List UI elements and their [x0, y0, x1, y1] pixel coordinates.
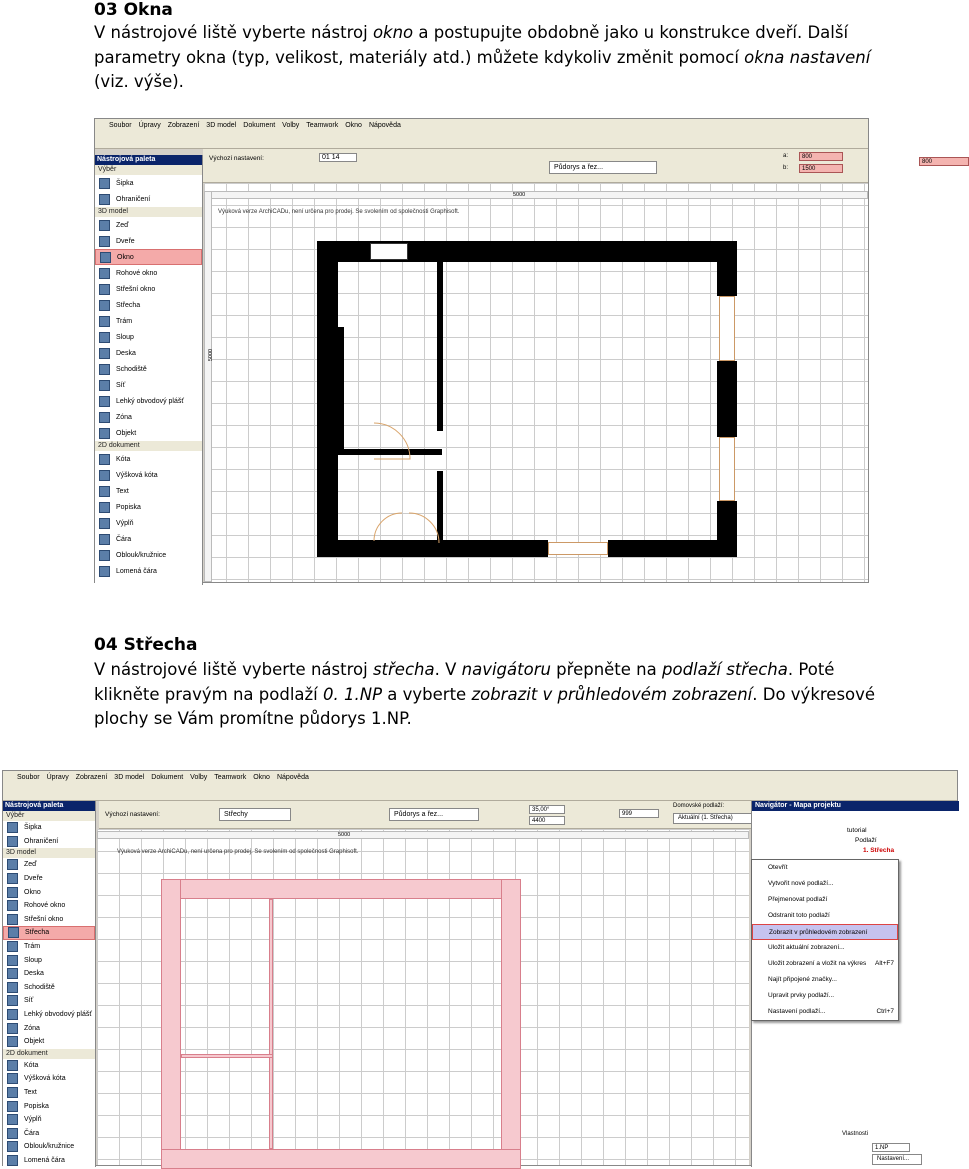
tool-icon: [7, 887, 18, 898]
a-label: a:: [783, 153, 789, 159]
tool-icon: [99, 486, 110, 497]
tool-icon: [99, 316, 110, 327]
home-floor-label: Domovské podlaží:: [673, 803, 725, 809]
tool-icon: [7, 822, 18, 833]
section-paragraph-okna: V nástrojové liště vyberte nástroj okno a postupujte obdobně jako u konstrukce dveří. Další parametry okna (typ, velikost, materiály atd.) můžete kdykoliv změnit pomocí okna nastavení (viz. výše).: [94, 23, 871, 91]
menu-item[interactable]: Volby: [190, 773, 208, 781]
menu-bar-2: [3, 771, 957, 783]
tool-label: Ohraničení: [24, 837, 59, 845]
wall-right-3: [717, 501, 737, 557]
tool-icon: [99, 178, 110, 189]
tool-icon: [99, 284, 110, 295]
tool-item[interactable]: [95, 175, 202, 191]
tool-label: Šipka: [116, 179, 134, 187]
menu-item[interactable]: 3D model: [206, 121, 237, 129]
standard-toolbar-2: [3, 783, 957, 801]
id-field[interactable]: 01 14: [319, 153, 357, 162]
tool-icon: [7, 995, 18, 1006]
wall-inner-vertical: [437, 241, 443, 431]
tool-icon: [7, 1060, 18, 1071]
context-menu-label: Nastavení podlaží...: [768, 1008, 826, 1015]
tool-icon: [99, 502, 110, 513]
menu-item[interactable]: Dokument: [151, 773, 184, 781]
thickness-field[interactable]: 999: [619, 809, 659, 818]
context-menu-shortcut: Ctrl+7: [876, 1008, 894, 1015]
tool-icon: [99, 428, 110, 439]
tool-item[interactable]: [95, 361, 202, 377]
window-selected[interactable]: [370, 243, 408, 260]
a-field[interactable]: 800: [799, 152, 843, 161]
tool-icon: [7, 982, 18, 993]
info-box-2: [99, 801, 827, 829]
extra-field[interactable]: 800: [919, 157, 969, 166]
menu-item[interactable]: Nápověda: [276, 773, 309, 781]
tool-label: Trám: [116, 317, 133, 325]
default-settings-label-2: Výchozí nastavení:: [105, 811, 160, 818]
tool-icon: [7, 1101, 18, 1112]
palette-group[interactable]: 2D dokument: [95, 441, 202, 451]
tool-label: Zóna: [24, 1024, 40, 1032]
tool-icon: [7, 1141, 18, 1152]
tool-label: Oblouk/kružnice: [116, 551, 167, 559]
tool-item[interactable]: [3, 1140, 95, 1154]
tool-icon: [7, 873, 18, 884]
angle-field[interactable]: 35,00°: [529, 805, 565, 814]
section-paragraph-strecha: V nástrojové liště vyberte nástroj střecha. V navigátoru přepněte na podlaží střecha. Poté klikněte pravým na podlaží 0. 1.NP a vyberte zobrazit v průhledovém zobrazení. Do výkresové plochy se Vám promítne půdorys 1.NP.: [94, 660, 876, 728]
tool-icon: [99, 348, 110, 359]
tool-icon: [99, 380, 110, 391]
ghost-wall-left: [161, 879, 181, 1169]
tool-item[interactable]: [95, 377, 202, 393]
archicad-screenshot-window: [94, 118, 933, 583]
tool-item[interactable]: [95, 483, 202, 499]
tool-label: Popiska: [116, 503, 141, 511]
tool-item[interactable]: [95, 393, 202, 409]
tool-item[interactable]: [95, 265, 202, 281]
tool-icon: [7, 836, 18, 847]
tool-item[interactable]: [3, 953, 95, 967]
vertical-ruler: 5000: [204, 191, 212, 582]
tool-icon: [99, 364, 110, 375]
tool-label: Lomená čára: [116, 567, 157, 575]
context-menu-item[interactable]: [752, 972, 898, 988]
palette-group[interactable]: 3D model: [95, 207, 202, 217]
tool-item[interactable]: [95, 425, 202, 441]
wall-right-1: [717, 241, 737, 296]
palette-group[interactable]: Výběr: [95, 165, 202, 175]
horizontal-ruler: 5000: [204, 191, 868, 199]
tool-icon: [99, 332, 110, 343]
tool-item[interactable]: [95, 345, 202, 361]
tool-item[interactable]: [95, 233, 202, 249]
context-menu-item[interactable]: [752, 988, 898, 1004]
menu-item[interactable]: Dokument: [243, 121, 276, 129]
tool-label: Text: [116, 487, 129, 495]
tool-label: Zeď: [24, 861, 37, 869]
tool-label: Rohové okno: [24, 902, 66, 910]
tool-item[interactable]: [95, 297, 202, 313]
menu-item[interactable]: Okno: [345, 121, 362, 129]
menu-item[interactable]: Soubor: [109, 121, 132, 129]
tool-item[interactable]: [3, 835, 95, 849]
tool-label: Zeď: [116, 221, 129, 229]
tool-item[interactable]: [3, 1126, 95, 1140]
context-menu-item[interactable]: [752, 956, 898, 972]
tool-label: Schodiště: [24, 983, 55, 991]
section-title-okna: 03 Okna: [94, 0, 173, 20]
menu-item[interactable]: Teamwork: [306, 121, 339, 129]
tool-item[interactable]: [95, 563, 202, 579]
window-bottom[interactable]: [548, 542, 608, 555]
height-field[interactable]: 4400: [529, 816, 565, 825]
tool-label: Dveře: [24, 875, 43, 883]
tool-icon: [99, 300, 110, 311]
context-menu-label: Odstranit toto podlaží: [768, 912, 830, 919]
tool-icon: [7, 859, 18, 870]
tool-label: Text: [24, 1088, 37, 1096]
tool-label: Síť: [24, 997, 34, 1005]
tool-item[interactable]: [95, 467, 202, 483]
tool-item[interactable]: [95, 281, 202, 297]
view-combo[interactable]: Půdorys a řez...: [549, 161, 657, 174]
tool-label: Popiska: [24, 1102, 49, 1110]
tool-item[interactable]: [3, 1035, 95, 1049]
properties-label: Vlastnosti: [842, 1131, 869, 1137]
menu-item[interactable]: 3D model: [114, 773, 145, 781]
tool-item[interactable]: [3, 1113, 95, 1127]
archicad-screenshot-roof: [2, 770, 958, 1166]
tool-icon: [99, 550, 110, 561]
tool-icon: [99, 566, 110, 577]
tool-item[interactable]: [3, 899, 95, 913]
tool-label: Střecha: [116, 301, 141, 309]
tool-icon: [99, 454, 110, 465]
tool-label: Zóna: [116, 413, 132, 421]
tree-item[interactable]: tutorial: [847, 827, 867, 834]
tool-label: Střešní okno: [24, 915, 64, 923]
context-menu-label: Upravit prvky podlaží...: [768, 992, 835, 999]
wall-inner-vertical-3: [338, 327, 344, 449]
tool-label: Střecha: [25, 929, 50, 937]
tree-item[interactable]: 1. Střecha: [863, 847, 895, 854]
tool-label: Okno: [117, 253, 134, 261]
tool-item[interactable]: [3, 821, 95, 835]
tool-label: Výplň: [24, 1116, 42, 1124]
tool-icon: [99, 194, 110, 205]
tool-label: Schodiště: [116, 365, 147, 373]
project-tree: [847, 826, 894, 856]
tool-icon: [7, 1114, 18, 1125]
tool-icon: [99, 412, 110, 423]
navigator-title: Navigátor - Mapa projektu: [752, 801, 959, 811]
tool-item[interactable]: [3, 1008, 95, 1022]
tool-icon: [7, 914, 18, 925]
tool-label: Síť: [116, 381, 126, 389]
tool-item[interactable]: [3, 1021, 95, 1035]
tool-item[interactable]: [95, 191, 202, 207]
menu-item[interactable]: Volby: [282, 121, 300, 129]
tool-label: Deska: [24, 970, 44, 978]
tool-item[interactable]: [3, 913, 95, 927]
tool-label: Rohové okno: [116, 269, 158, 277]
tool-label: Šipka: [24, 824, 42, 832]
menu-item[interactable]: Úpravy: [138, 121, 161, 129]
door-swings: [354, 413, 454, 558]
wall-left: [317, 241, 338, 557]
tool-item[interactable]: [3, 967, 95, 981]
tool-label: Lehký obvodový plášť: [24, 1011, 93, 1019]
tool-item[interactable]: [3, 1099, 95, 1113]
tool-icon: [7, 1087, 18, 1098]
properties-field[interactable]: 1.NP: [872, 1143, 910, 1152]
tool-item[interactable]: [3, 1154, 95, 1168]
tool-item[interactable]: [95, 531, 202, 547]
ghost-wall-bottom: [161, 1149, 521, 1169]
palette-title: Nástrojová paleta: [3, 801, 95, 811]
tool-label: Výšková kóta: [24, 1075, 66, 1083]
tool-item[interactable]: [3, 1086, 95, 1100]
tree-item[interactable]: Podlaží: [855, 837, 877, 844]
window-right-1[interactable]: [719, 296, 735, 361]
ghost-inner-wall: [269, 899, 273, 1149]
menu-item[interactable]: Soubor: [17, 773, 40, 781]
view-combo-2[interactable]: Půdorys a řez...: [389, 808, 479, 821]
tool-label: Sloup: [116, 333, 134, 341]
b-label: b:: [783, 165, 789, 171]
tool-item[interactable]: [95, 547, 202, 563]
tool-item[interactable]: [3, 1059, 95, 1073]
tool-icon: [99, 534, 110, 545]
tool-label: Deska: [116, 349, 136, 357]
ghost-wall-right: [501, 879, 521, 1169]
context-menu-item[interactable]: [752, 908, 898, 924]
tool-label: Lomená čára: [24, 1156, 65, 1164]
tool-label: Objekt: [24, 1038, 45, 1046]
tool-item[interactable]: [3, 981, 95, 995]
tool-label: Výplň: [116, 519, 134, 527]
tool-icon: [7, 968, 18, 979]
tool-item[interactable]: [95, 217, 202, 233]
tool-label: Objekt: [116, 429, 137, 437]
context-menu-label: Přejmenovat podlaží: [768, 896, 828, 903]
context-menu-item[interactable]: [752, 1004, 898, 1020]
tool-palette: [95, 155, 203, 585]
tool-label: Dveře: [116, 237, 135, 245]
tool-item[interactable]: [95, 329, 202, 345]
menu-item[interactable]: Zobrazení: [167, 121, 200, 129]
palette-group[interactable]: 3D model: [3, 848, 95, 858]
context-menu-label: Najít připojené značky...: [768, 976, 837, 983]
menu-bar: [95, 119, 868, 131]
tool-item[interactable]: [95, 409, 202, 425]
tool-icon: [7, 941, 18, 952]
tool-label: Střešní okno: [116, 285, 156, 293]
tool-item[interactable]: [3, 940, 95, 954]
tool-item[interactable]: [3, 858, 95, 872]
tool-label: Lehký obvodový plášť: [116, 397, 185, 405]
tool-item[interactable]: [95, 451, 202, 467]
tool-icon: [7, 1128, 18, 1139]
tool-icon: [8, 927, 19, 938]
tool-icon: [7, 1155, 18, 1166]
default-settings-label: Výchozí nastavení:: [209, 155, 264, 162]
tool-item[interactable]: [3, 1072, 95, 1086]
context-menu-item[interactable]: [752, 860, 898, 876]
tool-item[interactable]: [3, 926, 95, 940]
tool-item[interactable]: [3, 872, 95, 886]
tool-label: Výšková kóta: [116, 471, 158, 479]
settings-button[interactable]: Nastavení...: [872, 1154, 922, 1165]
tool-label: Kóta: [116, 455, 131, 463]
wall-right-2: [717, 361, 737, 437]
palette-title: Nástrojová paleta: [95, 155, 202, 165]
tool-item[interactable]: [3, 885, 95, 899]
home-floor-combo[interactable]: Aktuální (1. Střecha): [673, 813, 753, 824]
roof-combo[interactable]: Střechy: [219, 808, 291, 821]
drawing-canvas[interactable]: [204, 183, 868, 582]
watermark-note-2: Výuková verze ArchiCADu, není určena pro prodej. Se svolením od společnosti Graphisoft.: [117, 849, 359, 855]
menu-item[interactable]: Okno: [253, 773, 270, 781]
menu-item[interactable]: Úpravy: [46, 773, 69, 781]
context-menu-label: Zobrazit v průhledovém zobrazení: [769, 929, 868, 936]
tool-item[interactable]: [95, 515, 202, 531]
standard-toolbar: [95, 131, 868, 149]
ghost-inner-wall-2: [181, 1054, 273, 1058]
tool-label: Sloup: [24, 956, 42, 964]
tool-icon: [7, 1036, 18, 1047]
tool-icon: [99, 220, 110, 231]
info-box: [203, 149, 933, 183]
tool-item[interactable]: [95, 499, 202, 515]
tool-item[interactable]: [3, 994, 95, 1008]
window-right-2[interactable]: [719, 437, 735, 501]
context-menu-item[interactable]: [752, 924, 898, 940]
tool-icon: [99, 470, 110, 481]
tool-label: Čára: [116, 535, 132, 543]
context-menu-shortcut: Alt+F7: [875, 960, 894, 967]
tool-label: Trám: [24, 943, 41, 951]
tool-icon: [7, 955, 18, 966]
menu-item[interactable]: Nápověda: [368, 121, 401, 129]
tool-icon: [7, 1009, 18, 1020]
tool-label: Čára: [24, 1129, 40, 1137]
context-menu-item[interactable]: [752, 876, 898, 892]
menu-item[interactable]: Zobrazení: [75, 773, 108, 781]
horizontal-ruler-2: 5000: [97, 831, 749, 839]
context-menu-label: Otevřít: [768, 864, 788, 871]
menu-item[interactable]: Teamwork: [214, 773, 247, 781]
palette-group[interactable]: 2D dokument: [3, 1049, 95, 1059]
context-menu-label: Uložit aktuální zobrazení...: [768, 944, 845, 951]
tool-label: Okno: [24, 888, 41, 896]
ghost-wall-top: [161, 879, 521, 899]
context-menu: [751, 859, 899, 1021]
tool-icon: [99, 236, 110, 247]
watermark-note: Výuková verze ArchiCADu, není určena pro prodej. Se svolením od společnosti Graphisoft.: [218, 209, 460, 215]
context-menu-label: Uložit zobrazení a vložit na výkres: [768, 960, 867, 967]
tool-item[interactable]: [95, 313, 202, 329]
palette-group[interactable]: Výběr: [3, 811, 95, 821]
tool-icon: [7, 1023, 18, 1034]
tool-label: Kóta: [24, 1061, 39, 1069]
tool-icon: [99, 396, 110, 407]
tool-icon: [99, 268, 110, 279]
context-menu-item[interactable]: [752, 940, 898, 956]
tool-item[interactable]: [95, 249, 202, 265]
tool-label: Ohraničení: [116, 195, 151, 203]
tool-palette-2: [3, 801, 96, 1167]
tool-icon: [7, 900, 18, 911]
drawing-canvas-2[interactable]: [97, 829, 749, 1165]
tool-icon: [100, 252, 111, 263]
b-field[interactable]: 1500: [799, 164, 843, 173]
tool-icon: [99, 518, 110, 529]
section-title-strecha: 04 Střecha: [94, 635, 198, 655]
context-menu-label: Vytvořit nové podlaží...: [768, 880, 834, 887]
context-menu-item[interactable]: [752, 892, 898, 908]
tool-label: Oblouk/kružnice: [24, 1143, 75, 1151]
tool-icon: [7, 1073, 18, 1084]
